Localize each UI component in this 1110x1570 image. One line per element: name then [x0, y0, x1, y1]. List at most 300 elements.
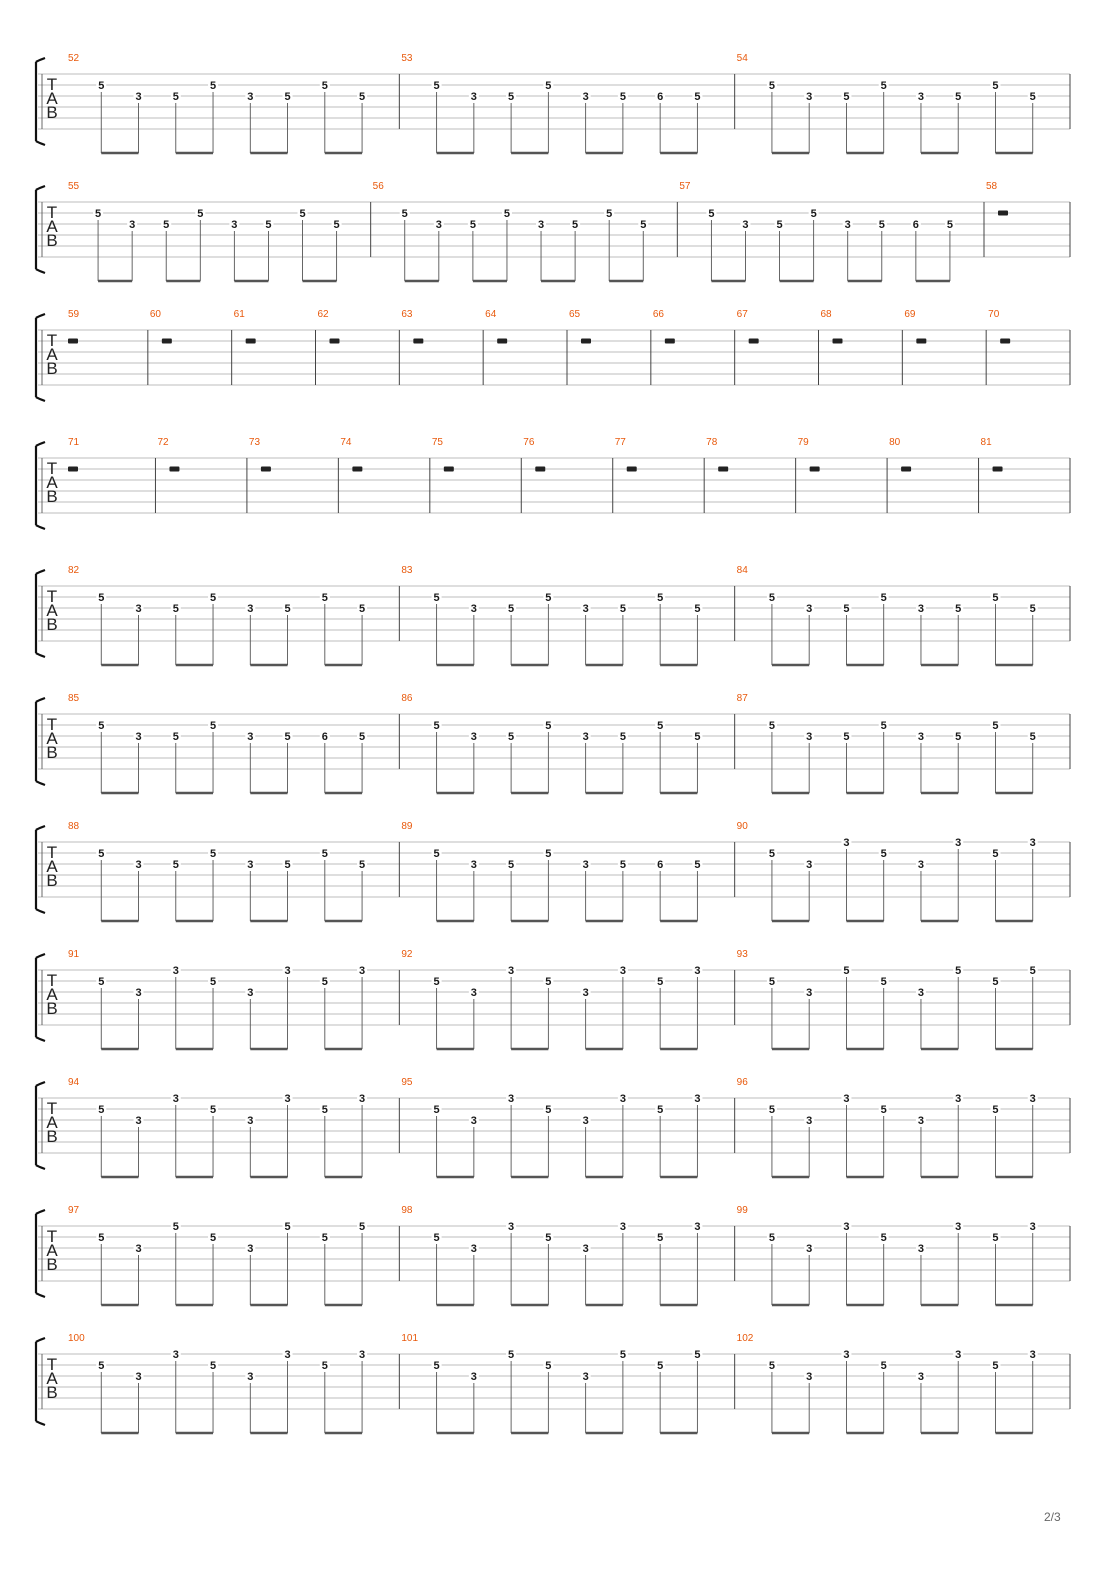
fret-number: 3 — [231, 219, 238, 231]
fret-number: 3 — [247, 1371, 254, 1383]
fret-number: 6 — [321, 731, 328, 743]
fret-number: 5 — [172, 1221, 179, 1233]
measure-number: 58 — [986, 181, 998, 192]
measure-number: 76 — [523, 437, 535, 448]
tab-system — [36, 181, 1070, 281]
tab-clef-letter: B — [46, 1127, 58, 1146]
measure-number: 57 — [679, 181, 691, 192]
fret-number: 5 — [172, 859, 179, 871]
fret-number: 5 — [880, 976, 887, 988]
measure-number: 56 — [372, 181, 384, 192]
fret-number: 3 — [917, 859, 925, 871]
whole-rest — [261, 467, 271, 472]
tab-clef-letter: A — [46, 985, 58, 1004]
fret-number: 5 — [359, 91, 366, 103]
tab-clef-letter: A — [46, 473, 58, 492]
tab-system — [36, 693, 1070, 793]
fret-number: 3 — [359, 1349, 366, 1361]
fret-number: 5 — [333, 219, 340, 231]
fret-number: 5 — [880, 1232, 887, 1244]
fret-number: 3 — [955, 1221, 962, 1233]
whole-rest — [581, 339, 591, 344]
fret-number: 3 — [582, 987, 589, 999]
tab-clef-letter: B — [46, 231, 58, 250]
tab-clef-letter: B — [46, 359, 58, 378]
tab-clef-letter: A — [46, 217, 58, 236]
fret-number: 5 — [265, 219, 272, 231]
fret-number: 5 — [401, 208, 408, 220]
fret-number: 5 — [880, 1360, 887, 1372]
measure-number: 67 — [736, 309, 748, 320]
measure-number: 72 — [157, 437, 169, 448]
fret-number: 5 — [640, 219, 647, 231]
system-bracket — [36, 698, 45, 785]
fret-number: 5 — [619, 91, 626, 103]
fret-number: 5 — [209, 1232, 217, 1244]
whole-rest — [833, 339, 843, 344]
measure-number: 55 — [68, 181, 80, 192]
fret-number: 5 — [992, 720, 999, 732]
fret-number: 3 — [1029, 1221, 1036, 1233]
measure — [735, 565, 1038, 665]
measure-number: 82 — [68, 565, 80, 576]
whole-rest — [169, 467, 179, 472]
fret-number: 5 — [768, 1232, 775, 1244]
fret-number: 6 — [657, 91, 664, 103]
fret-number: 5 — [992, 976, 999, 988]
tab-clef-letter: B — [46, 487, 58, 506]
fret-number: 3 — [172, 1093, 179, 1105]
tab-clef-letter: T — [46, 715, 58, 734]
fret-number: 5 — [98, 848, 105, 860]
fret-number: 5 — [321, 1104, 328, 1116]
tab-system — [36, 821, 1070, 921]
fret-number: 5 — [433, 976, 440, 988]
fret-number: 5 — [657, 720, 664, 732]
fret-number: 5 — [880, 80, 887, 92]
measure — [68, 437, 80, 472]
measure-number: 97 — [68, 1205, 80, 1216]
fret-number: 5 — [768, 1104, 775, 1116]
fret-number: 3 — [247, 91, 254, 103]
fret-number: 3 — [806, 1115, 813, 1127]
fret-number: 5 — [708, 208, 715, 220]
system-bracket — [36, 1210, 45, 1297]
fret-number: 3 — [247, 1243, 254, 1255]
fret-number: 3 — [1029, 1349, 1036, 1361]
fret-number: 5 — [946, 219, 953, 231]
fret-number: 3 — [955, 837, 962, 849]
measure-number: 101 — [401, 1333, 419, 1344]
fret-number: 5 — [955, 603, 962, 615]
fret-number: 3 — [284, 965, 291, 977]
fret-number: 5 — [197, 208, 204, 220]
fret-number: 5 — [172, 731, 179, 743]
fret-number: 5 — [209, 848, 217, 860]
fret-number: 5 — [284, 731, 291, 743]
measure — [68, 1077, 367, 1177]
fret-number: 5 — [768, 720, 775, 732]
fret-number: 3 — [129, 219, 136, 231]
fret-number: 3 — [508, 1221, 515, 1233]
fret-number: 3 — [135, 1115, 142, 1127]
fret-number: 5 — [433, 1360, 440, 1372]
fret-number: 5 — [955, 91, 962, 103]
measure-number: 62 — [317, 309, 329, 320]
tab-clef-letter: A — [46, 857, 58, 876]
fret-number: 5 — [359, 603, 366, 615]
measure-number: 54 — [736, 53, 748, 64]
fret-number: 5 — [545, 720, 552, 732]
fret-number: 5 — [880, 848, 887, 860]
tab-clef-letter: T — [46, 587, 58, 606]
fret-number: 5 — [359, 859, 366, 871]
measure-number: 90 — [736, 821, 748, 832]
fret-number: 5 — [284, 1221, 291, 1233]
measure-number: 84 — [736, 565, 748, 576]
tab-system — [36, 1205, 1070, 1305]
fret-number: 5 — [508, 91, 515, 103]
measure — [68, 565, 367, 665]
measure — [735, 1077, 1038, 1177]
measure-number: 89 — [401, 821, 413, 832]
fret-number: 3 — [582, 91, 589, 103]
fret-number: 5 — [321, 592, 328, 604]
tab-clef-letter: A — [46, 729, 58, 748]
fret-number: 5 — [209, 1104, 217, 1116]
fret-number: 3 — [470, 1371, 477, 1383]
fret-number: 5 — [284, 91, 291, 103]
fret-number: 5 — [955, 965, 962, 977]
fret-number: 3 — [359, 965, 366, 977]
system-bracket — [36, 186, 45, 273]
measure — [735, 949, 1038, 1049]
fret-number: 5 — [321, 80, 328, 92]
fret-number: 3 — [582, 859, 589, 871]
measure — [68, 1333, 367, 1433]
measure-number: 96 — [736, 1077, 748, 1088]
fret-number: 5 — [880, 1104, 887, 1116]
system-bracket — [36, 58, 45, 145]
tab-system — [36, 53, 1070, 153]
fret-number: 5 — [880, 592, 887, 604]
measure — [735, 693, 1038, 793]
measure — [68, 693, 367, 793]
fret-number: 3 — [917, 1115, 925, 1127]
whole-rest — [352, 467, 362, 472]
fret-number: 5 — [433, 80, 440, 92]
whole-rest — [330, 339, 340, 344]
measure — [68, 181, 342, 281]
fret-number: 5 — [810, 208, 817, 220]
tab-clef-letter: B — [46, 999, 58, 1018]
tab-clef-letter: A — [46, 1113, 58, 1132]
fret-number: 3 — [135, 987, 142, 999]
tab-clef-letter: T — [46, 331, 58, 350]
fret-number: 3 — [135, 91, 142, 103]
measure-number: 63 — [401, 309, 413, 320]
fret-number: 3 — [806, 1243, 813, 1255]
fret-number: 3 — [806, 731, 813, 743]
measure-number: 68 — [820, 309, 832, 320]
fret-number: 5 — [284, 859, 291, 871]
fret-number: 5 — [98, 592, 105, 604]
fret-number: 5 — [545, 976, 552, 988]
fret-number: 3 — [582, 1243, 589, 1255]
fret-number: 5 — [992, 1104, 999, 1116]
whole-rest — [993, 467, 1003, 472]
fret-number: 3 — [694, 965, 701, 977]
tab-system — [36, 1333, 1070, 1433]
fret-number: 3 — [470, 731, 477, 743]
measure — [399, 821, 702, 921]
fret-number: 5 — [321, 976, 328, 988]
fret-number: 5 — [694, 603, 701, 615]
tab-clef-letter: T — [46, 1227, 58, 1246]
measure — [735, 53, 1038, 153]
fret-number: 3 — [917, 987, 925, 999]
measure-number: 65 — [569, 309, 581, 320]
fret-number: 5 — [545, 1360, 552, 1372]
fret-number: 3 — [694, 1093, 701, 1105]
fret-number: 3 — [470, 1115, 477, 1127]
fret-number: 5 — [843, 603, 850, 615]
measure — [399, 693, 702, 793]
fret-number: 3 — [844, 219, 851, 231]
system-bracket — [36, 826, 45, 913]
fret-number: 5 — [508, 603, 515, 615]
fret-number: 3 — [537, 219, 545, 231]
fret-number: 5 — [619, 603, 626, 615]
measure-number: 80 — [889, 437, 901, 448]
measure — [68, 821, 367, 921]
measure — [399, 53, 702, 153]
whole-rest — [665, 339, 675, 344]
fret-number: 3 — [619, 1221, 626, 1233]
whole-rest — [68, 339, 78, 344]
fret-number: 5 — [768, 80, 775, 92]
tab-clef-letter: T — [46, 971, 58, 990]
fret-number: 3 — [470, 603, 477, 615]
measure-number: 69 — [904, 309, 916, 320]
measure-number: 71 — [68, 437, 80, 448]
whole-rest — [162, 339, 172, 344]
fret-number: 5 — [992, 80, 999, 92]
measure-number: 100 — [68, 1333, 85, 1344]
fret-number: 5 — [321, 1232, 328, 1244]
tab-clef-letter: T — [46, 203, 58, 222]
fret-number: 5 — [657, 592, 664, 604]
fret-number: 3 — [508, 1093, 515, 1105]
fret-number: 5 — [1029, 965, 1036, 977]
measure — [399, 565, 702, 665]
fret-number: 6 — [657, 859, 664, 871]
fret-number: 3 — [843, 837, 850, 849]
tab-clef-letter: B — [46, 1255, 58, 1274]
system-bracket — [36, 570, 45, 657]
fret-number: 3 — [135, 1243, 142, 1255]
fret-number: 3 — [135, 603, 142, 615]
fret-number: 5 — [657, 976, 664, 988]
fret-number: 3 — [172, 1349, 179, 1361]
fret-number: 3 — [694, 1221, 701, 1233]
fret-number: 5 — [694, 1349, 701, 1361]
fret-number: 3 — [742, 219, 749, 231]
fret-number: 5 — [433, 848, 440, 860]
measure-number: 53 — [401, 53, 413, 64]
fret-number: 3 — [917, 1371, 925, 1383]
fret-number: 3 — [470, 91, 477, 103]
fret-number: 5 — [694, 859, 701, 871]
fret-number: 5 — [359, 731, 366, 743]
measure-number: 81 — [980, 437, 992, 448]
tab-clef-letter: B — [46, 615, 58, 634]
fret-number: 5 — [606, 208, 613, 220]
fret-number: 3 — [1029, 837, 1036, 849]
whole-rest — [1000, 339, 1010, 344]
fret-number: 3 — [582, 731, 589, 743]
fret-number: 3 — [843, 1349, 850, 1361]
fret-number: 5 — [545, 848, 552, 860]
fret-number: 5 — [321, 1360, 328, 1372]
fret-number: 5 — [433, 1232, 440, 1244]
whole-rest — [413, 339, 423, 344]
fret-number: 3 — [172, 965, 179, 977]
measure — [68, 309, 80, 344]
fret-number: 5 — [172, 91, 179, 103]
fret-number: 3 — [435, 219, 442, 231]
tab-system — [36, 1077, 1070, 1177]
tab-clef-letter: B — [46, 1383, 58, 1402]
page-number: 2/3 — [1044, 1510, 1061, 1524]
fret-number: 5 — [545, 80, 552, 92]
fret-number: 5 — [95, 208, 102, 220]
fret-number: 5 — [433, 1104, 440, 1116]
tab-clef-letter: A — [46, 1369, 58, 1388]
fret-number: 5 — [878, 219, 885, 231]
fret-number: 5 — [209, 80, 217, 92]
fret-number: 3 — [806, 91, 813, 103]
fret-number: 5 — [433, 592, 440, 604]
fret-number: 5 — [209, 592, 217, 604]
fret-number: 3 — [470, 1243, 477, 1255]
fret-number: 5 — [694, 91, 701, 103]
measure-number: 79 — [797, 437, 809, 448]
fret-number: 3 — [247, 1115, 254, 1127]
measure-number: 60 — [149, 309, 161, 320]
whole-rest — [718, 467, 728, 472]
whole-rest — [68, 467, 78, 472]
fret-number: 5 — [508, 859, 515, 871]
measure-number: 59 — [68, 309, 80, 320]
fret-number: 5 — [433, 720, 440, 732]
fret-number: 5 — [209, 720, 217, 732]
fret-number: 5 — [768, 848, 775, 860]
fret-number: 3 — [843, 1093, 850, 1105]
measure-number: 93 — [736, 949, 748, 960]
fret-number: 5 — [776, 219, 783, 231]
measure-number: 70 — [988, 309, 1000, 320]
fret-number: 5 — [98, 80, 105, 92]
fret-number: 3 — [582, 603, 589, 615]
tab-system — [36, 309, 1070, 401]
fret-number: 3 — [806, 1371, 813, 1383]
measure-number: 94 — [68, 1077, 80, 1088]
fret-number: 3 — [284, 1349, 291, 1361]
whole-rest — [749, 339, 759, 344]
fret-number: 5 — [768, 976, 775, 988]
fret-number: 5 — [992, 1360, 999, 1372]
measure — [735, 821, 1038, 921]
fret-number: 3 — [247, 603, 254, 615]
whole-rest — [444, 467, 454, 472]
measure-number: 98 — [401, 1205, 413, 1216]
measure — [68, 53, 367, 153]
fret-number: 5 — [209, 976, 217, 988]
whole-rest — [998, 211, 1008, 216]
fret-number: 5 — [1029, 603, 1036, 615]
measure-number: 74 — [340, 437, 352, 448]
fret-number: 5 — [843, 91, 850, 103]
system-bracket — [36, 442, 45, 529]
fret-number: 5 — [768, 592, 775, 604]
measure-number: 61 — [233, 309, 245, 320]
fret-number: 5 — [843, 965, 850, 977]
measure-number: 88 — [68, 821, 80, 832]
whole-rest — [810, 467, 820, 472]
fret-number: 3 — [135, 731, 142, 743]
tab-clef-letter: T — [46, 1355, 58, 1374]
tab-clef-letter: A — [46, 1241, 58, 1260]
fret-number: 5 — [657, 1104, 664, 1116]
fret-number: 5 — [657, 1232, 664, 1244]
tab-system — [36, 437, 1070, 529]
fret-number: 3 — [1029, 1093, 1036, 1105]
fret-number: 5 — [163, 219, 170, 231]
fret-number: 5 — [619, 731, 626, 743]
fret-number: 5 — [694, 731, 701, 743]
fret-number: 3 — [806, 603, 813, 615]
fret-number: 5 — [572, 219, 579, 231]
fret-number: 5 — [359, 1221, 366, 1233]
fret-number: 3 — [917, 1243, 925, 1255]
fret-number: 5 — [172, 603, 179, 615]
fret-number: 3 — [582, 1115, 589, 1127]
tab-clef-letter: A — [46, 601, 58, 620]
fret-number: 3 — [806, 859, 813, 871]
whole-rest — [916, 339, 926, 344]
fret-number: 3 — [806, 987, 813, 999]
fret-number: 5 — [843, 731, 850, 743]
fret-number: 3 — [619, 1093, 626, 1105]
fret-number: 3 — [508, 965, 515, 977]
measure — [399, 1333, 702, 1433]
measure-number: 77 — [614, 437, 626, 448]
system-bracket — [36, 314, 45, 401]
fret-number: 3 — [247, 731, 254, 743]
fret-number: 3 — [470, 859, 477, 871]
fret-number: 5 — [545, 1104, 552, 1116]
measure — [735, 1333, 1038, 1433]
measure — [399, 1077, 702, 1177]
whole-rest — [901, 467, 911, 472]
fret-number: 5 — [98, 720, 105, 732]
tab-clef-letter: B — [46, 871, 58, 890]
measure-number: 91 — [68, 949, 80, 960]
measure-number: 92 — [401, 949, 413, 960]
fret-number: 3 — [843, 1221, 850, 1233]
measure-number: 99 — [736, 1205, 748, 1216]
